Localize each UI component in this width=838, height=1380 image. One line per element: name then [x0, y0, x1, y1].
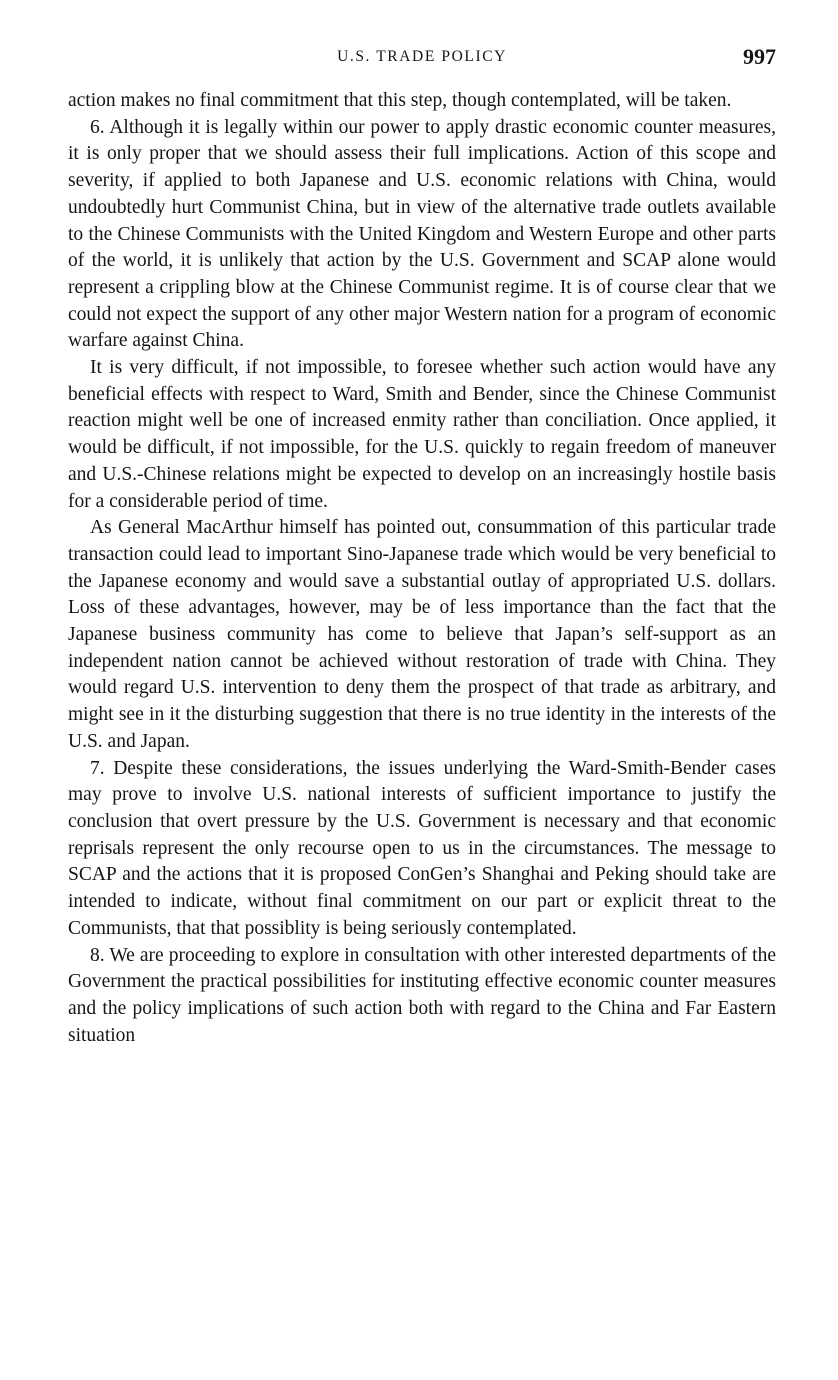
- paragraph-continuation: action makes no final commitment that this step, though contemplated, will be taken.: [68, 90, 732, 111]
- body-text: [68, 88, 776, 1049]
- paragraph-8: 8. We are proceeding to explore in consultation with other interested departments of the Government the practical possibilities for instituting effective economic counter measures and the policy implications of such action both with regard to the China and Far Eastern situation: [68, 944, 776, 1046]
- page-number: 997: [743, 44, 776, 69]
- paragraph-7: 7. Despite these considerations, the issues underlying the Ward-Smith-Bender cases may prove to involve U.S. national interests of sufficient importance to justify the conclusion that overt pressure by the U.S. Government is necessary and that economic reprisals represent the only recourse open to us in the circumstances. The message to SCAP and the actions that it is proposed ConGen’s Shanghai and Peking should take are intended to indicate, without final commitment on our part or explicit threat to the Communists, that that possiblity is being seriously contemplated.: [68, 757, 776, 939]
- paragraph-6-macarthur: As General MacArthur himself has pointed out, consummation of this particular trade transaction could lead to important Sino-Japanese trade which would be very beneficial to the Japanese economy and would save a substantial outlay of appropriated U.S. dollars. Loss of these advantages, however, may be of less importance than the fact that the Japanese business community has come to believe that Japan’s self-support as an independent nation cannot be achieved without restoration of trade with China. They would regard U.S. intervention to deny them the prospect of that trade as arbitrary, and might see in it the disturbing suggestion that there is no true identity in the interests of the U.S. and Japan.: [68, 517, 776, 752]
- document-page: [68, 44, 776, 1049]
- running-title: U.S. TRADE POLICY: [337, 48, 507, 65]
- paragraph-6: 6. Although it is legally within our power to apply drastic economic counter measures, it is only proper that we should assess their full implications. Action of this scope and severity, if applied to both Japanese and U.S. economic relations with China, would undoubtedly hurt Communist China, but in view of the alternative trade outlets available to the Chinese Communists with the United Kingdom and Western Europe and other parts of the world, it is unlikely that action by the U.S. Government and SCAP alone would represent a crippling blow at the Chinese Communist regime. It is of course clear that we could not expect the support of any other major Western nation for a program of economic warfare against China.: [68, 116, 776, 352]
- paragraph-6-beneficial-effects: It is very difficult, if not impossible, to foresee whether such action would have any beneficial effects with respect to Ward, Smith and Bender, since the Chinese Communist reaction might well be one of increased enmity rather than conciliation. Once applied, it would be difficult, if not impossible, for the U.S. quickly to regain freedom of maneuver and U.S.-Chinese relations might be expected to develop on an increasingly hostile basis for a considerable period of time.: [68, 357, 776, 512]
- running-header: [68, 44, 776, 74]
